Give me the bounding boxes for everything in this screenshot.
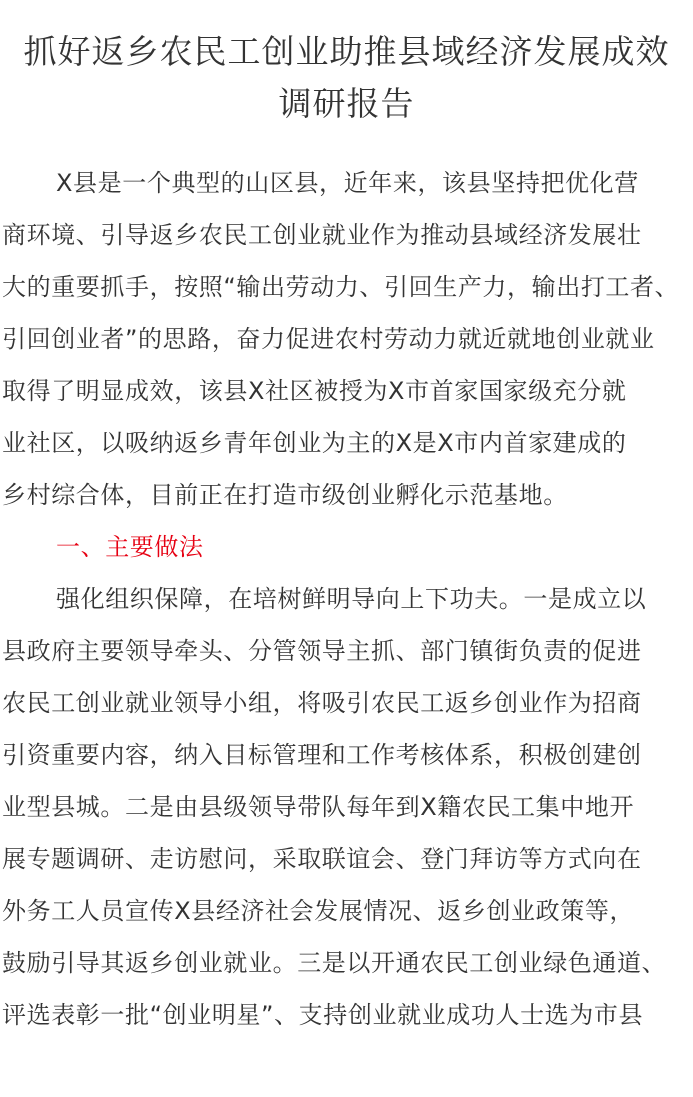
paragraph-1-line-2: 商环境、引导返乡农民工创业就业作为推动县域经济发展壮	[2, 221, 642, 249]
paragraph-1-line-7: 乡村综合体，目前正在打造市级创业孵化示范基地。	[2, 481, 568, 509]
paragraph-2-line-5: 业型县城。二是由县级领导带队每年到X籍农民工集中地开	[2, 793, 635, 821]
paragraph-2-line-6: 展专题调研、走访慰问，采取联谊会、登门拜访等方式向在	[2, 845, 642, 873]
paragraph-2-line-7: 外务工人员宣传X县经济社会发展情况、返乡创业政策等，	[2, 897, 635, 925]
paragraph-2-line-8: 鼓励引导其返乡创业就业。三是以开通农民工创业绿色通道、	[2, 949, 667, 977]
paragraph-2-line-9: 评选表彰一批“创业明星”、支持创业就业成功人士选为市县	[2, 1001, 644, 1029]
section-heading: 一、主要做法	[56, 533, 204, 561]
paragraph-1-line-6: 业社区，以吸纳返乡青年创业为主的X是X市内首家建成的	[2, 429, 627, 457]
title-line-1: 抓好返乡农民工创业助推县域经济发展成效	[23, 32, 670, 71]
paragraph-2-line-2: 县政府主要领导牵头、分管领导主抓、部门镇街负责的促进	[2, 637, 642, 665]
paragraph-1-line-1: X县是一个典型的山区县，近年来，该县坚持把优化营	[56, 169, 639, 197]
paragraph-2-line-3: 农民工创业就业领导小组，将吸引农民工返乡创业作为招商	[2, 689, 642, 717]
paragraph-1-line-4: 引回创业者”的思路，奋力促进农村劳动力就近就地创业就业	[2, 325, 655, 353]
paragraph-1-line-5: 取得了明显成效，该县X社区被授为X市首家国家级充分就	[2, 377, 627, 405]
title-line-2: 调研报告	[278, 84, 415, 123]
paragraph-2-line-4: 引资重要内容，纳入目标管理和工作考核体系，积极创建创	[2, 741, 642, 769]
paragraph-1-line-3: 大的重要抓手，按照“输出劳动力、引回生产力，输出打工者、	[2, 273, 680, 301]
paragraph-2-line-1: 强化组织保障，在培树鲜明导向上下功夫。一是成立以	[56, 585, 647, 613]
